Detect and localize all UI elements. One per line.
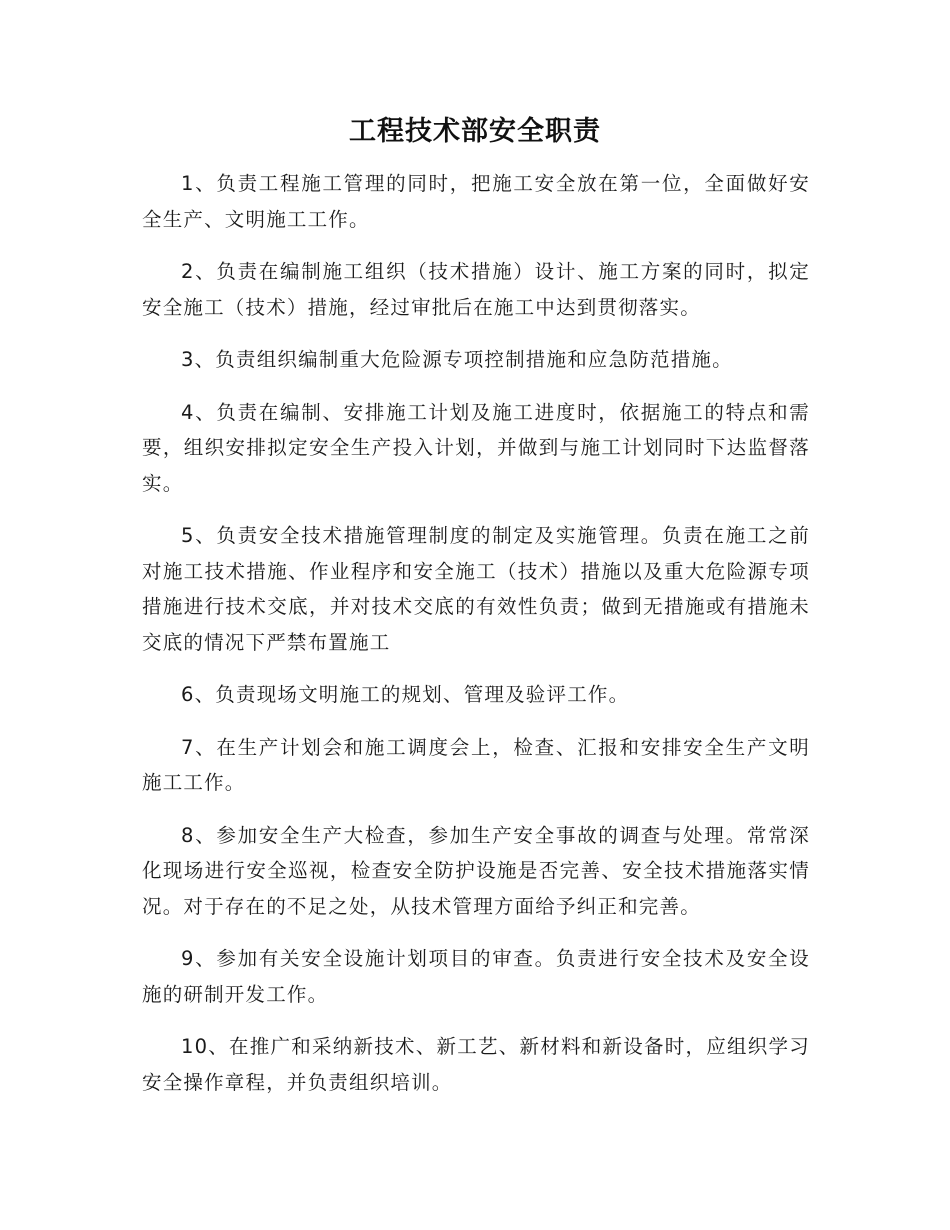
paragraph-3: 3、负责组织编制重大危险源专项控制措施和应急防范措施。 [181, 348, 733, 371]
paragraph-7: 7、在生产计划会和施工调度会上，检查、汇报和安排安全生产文明施工工作。 [142, 735, 810, 794]
paragraph-6: 6、负责现场文明施工的规划、管理及验评工作。 [181, 683, 630, 706]
document-title: 工程技术部安全职责 [349, 116, 601, 147]
paragraph-1: 1、负责工程施工管理的同时，把施工安全放在第一位，全面做好安全生产、文明施工工作。 [142, 172, 810, 231]
paragraph-9: 9、参加有关安全设施计划项目的审查。负责进行安全技术及安全设施的研制开发工作。 [142, 947, 810, 1006]
paragraph-5: 5、负责安全技术措施管理制度的制定及实施管理。负责在施工之前对施工技术措施、作业程序和安全施工（技术）措施以及重大危险源专项措施进行技术交底，并对技术交底的有效性负责；做到无措施或有措施未交底的情况下严禁布置施工 [142, 524, 810, 654]
paragraph-10: 10、在推广和采纳新技术、新工艺、新材料和新设备时，应组织学习安全操作章程，并负责组织培训。 [142, 1035, 810, 1094]
paragraph-8: 8、参加安全生产大检查，参加生产安全事故的调查与处理。常常深化现场进行安全巡视，检查安全防护设施是否完善、安全技术措施落实情况。对于存在的不足之处，从技术管理方面给予纠正和完善。 [142, 823, 810, 918]
document-body [142, 166, 810, 1117]
paragraph-4: 4、负责在编制、安排施工计划及施工进度时，依据施工的特点和需要，组织安排拟定安全生产投入计划，并做到与施工计划同时下达监督落实。 [142, 400, 810, 495]
paragraph-2: 2、负责在编制施工组织（技术措施）设计、施工方案的同时，拟定安全施工（技术）措施，经过审批后在施工中达到贯彻落实。 [142, 260, 810, 319]
